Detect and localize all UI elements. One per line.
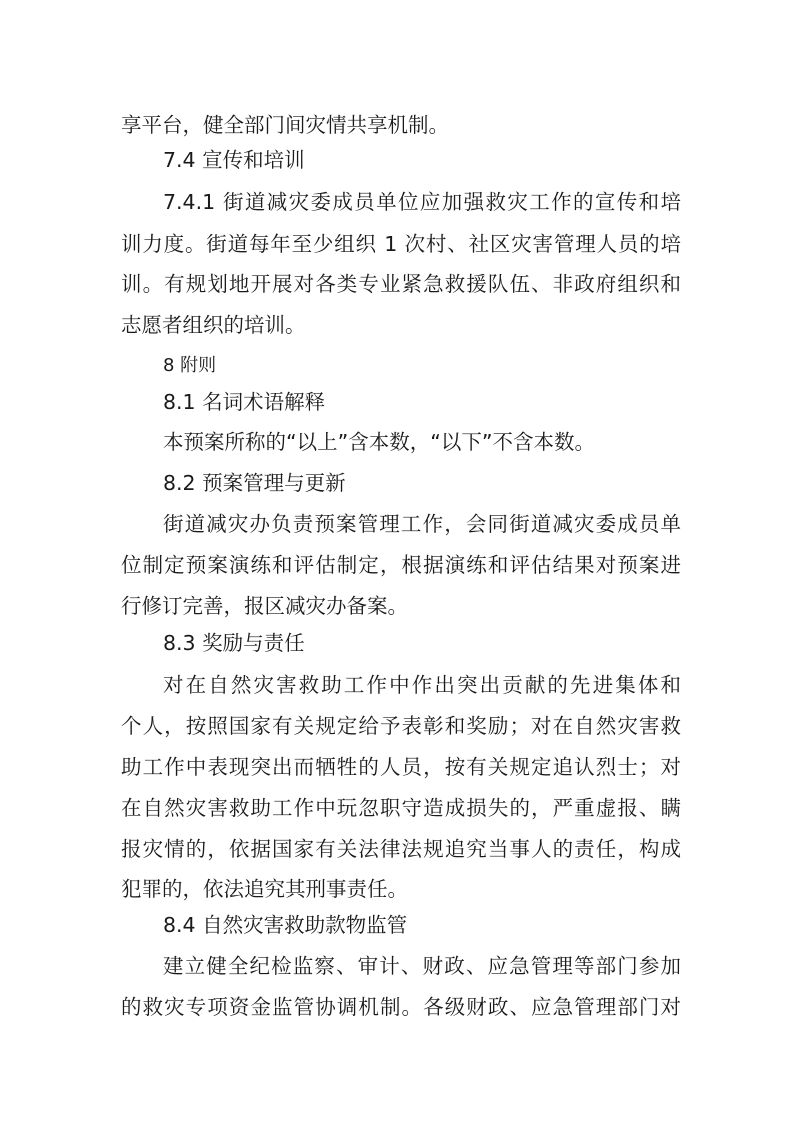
body-line: 建立健全纪检监察、审计、财政、应急管理等部门参加 [163, 954, 681, 978]
body-line: 志愿者组织的培训。 [121, 313, 306, 337]
body-line: 的救灾专项资金监管协调机制。各级财政、应急管理部门对 [121, 995, 681, 1019]
body-line: 本预案所称的“以上”含本数，“以下”不含本数。 [163, 430, 595, 454]
body-line: 报灾情的，依据国家有关法律法规追究当事人的责任，构成 [121, 837, 681, 861]
body-line: 训力度。街道每年至少组织 1 次村、社区灾害管理人员的培 [121, 232, 681, 256]
body-line: 个人，按照国家有关规定给予表彰和奖励；对在自然灾害救 [121, 714, 681, 738]
section-heading: 8.2 预案管理与更新 [163, 471, 346, 495]
body-line: 训。有规划地开展对各类专业紧急救援队伍、非政府组织和 [121, 272, 681, 296]
section-heading: 8.1 名词术语解释 [163, 390, 326, 414]
body-line: 助工作中表现突出而牺牲的人员，按有关规定追认烈士；对 [121, 755, 681, 779]
body-line: 享平台，健全部门间灾情共享机制。 [121, 113, 449, 137]
section-heading: 8.4 自然灾害救助款物监管 [163, 913, 408, 937]
body-line: 街道减灾办负责预案管理工作，会同街道减灾委成员单 [163, 512, 681, 536]
section-heading: 7.4 宣传和培训 [163, 148, 305, 172]
body-line: 行修订完善，报区减灾办备案。 [121, 594, 408, 618]
body-line: 7.4.1 街道减灾委成员单位应加强救灾工作的宣传和培 [163, 190, 681, 214]
body-line: 位制定预案演练和评估制定，根据演练和评估结果对预案进 [121, 553, 681, 577]
body-line: 在自然灾害救助工作中玩忽职守造成损失的，严重虚报、瞒 [121, 796, 681, 820]
body-line: 犯罪的，依法追究其刑事责任。 [121, 877, 408, 901]
section-heading: 8.3 奖励与责任 [163, 631, 305, 655]
chapter-heading: 8 附则 [163, 355, 217, 376]
body-line: 对在自然灾害救助工作中作出突出贡献的先进集体和 [163, 673, 681, 697]
